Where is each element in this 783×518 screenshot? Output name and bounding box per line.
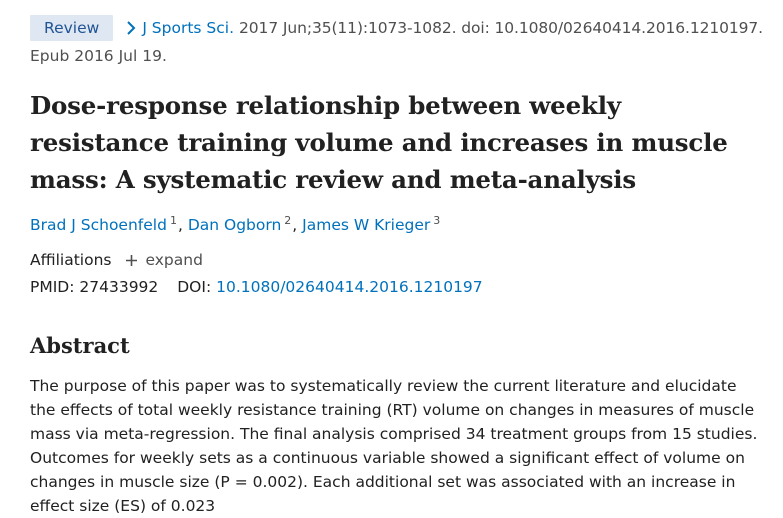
pmid-label: PMID: <box>30 278 75 296</box>
author-affiliation-number[interactable]: 1 <box>169 214 177 227</box>
epub-date: Epub 2016 Jul 19. <box>30 47 167 65</box>
publication-type-badge: Review <box>30 15 113 41</box>
journal-name[interactable]: J Sports Sci. <box>142 19 235 37</box>
author-separator: , <box>292 216 298 235</box>
author-separator: , <box>177 216 183 235</box>
authors-list <box>30 214 441 234</box>
affiliations-expand-button[interactable] <box>125 251 202 269</box>
identifiers-row <box>30 278 483 296</box>
author-affiliation-number[interactable]: 3 <box>433 214 441 227</box>
doi-link[interactable]: 10.1080/02640414.2016.1210197 <box>216 278 483 296</box>
expand-label[interactable]: expand <box>145 251 203 269</box>
chevron-right-icon <box>126 21 136 35</box>
doi-label: DOI: <box>177 278 212 296</box>
author-affiliation-number[interactable]: 2 <box>284 214 292 227</box>
author-link[interactable]: James W Krieger <box>302 216 431 235</box>
pmid-value: 27433992 <box>79 278 159 296</box>
article-source-line <box>30 15 763 41</box>
plus-icon <box>125 254 138 267</box>
affiliations-row <box>30 251 203 269</box>
author-link[interactable]: Dan Ogborn <box>187 216 282 235</box>
abstract-text: The purpose of this paper was to systematically review the current literature and elucidate the effects of total weekly resistance training (RT) volume on changes in measures of muscle mass via meta-regression. The final analysis comprised 34 treatment groups from 15 studies. Outcomes for weekly sets as a continuous variable showed a significant effect of volume on changes in muscle size (P = 0.002). Each additional set was associated with an increase in effect size (ES) of 0.023 <box>30 377 758 515</box>
affiliations-label: Affiliations <box>30 251 112 269</box>
citation-text: 2017 Jun;35(11):1073-1082. doi: 10.1080/02640414.2016.1210197. <box>239 19 763 37</box>
abstract-heading: Abstract <box>30 333 130 358</box>
article-title: Dose-response relationship between weekly resistance training volume and increases in muscle mass: A systematic review and meta-analysis <box>30 91 728 194</box>
author-link[interactable]: Brad J Schoenfeld <box>30 216 167 235</box>
journal-link[interactable] <box>126 19 234 37</box>
